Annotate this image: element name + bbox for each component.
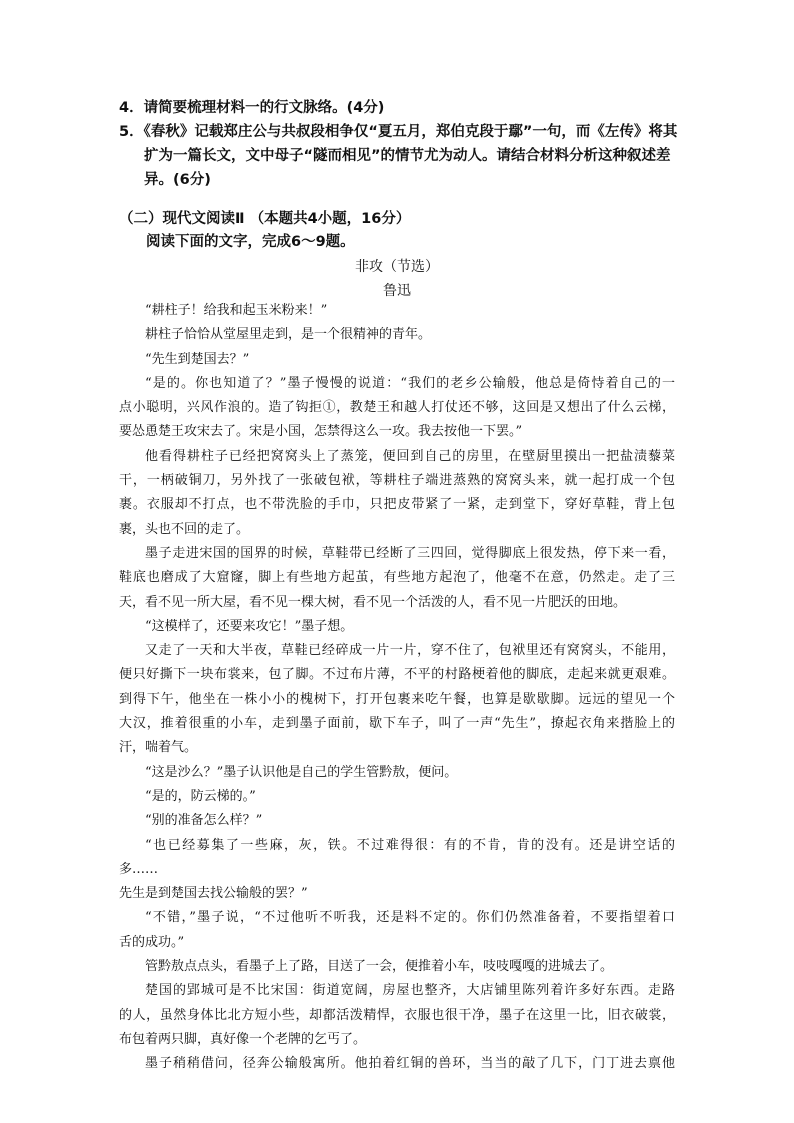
body-line: 便只好撕下一块布裳来，包了脚。不过布片薄，不平的村路梗着他的脚底，走起来就更艰难。: [119, 667, 675, 683]
body-line: 管黔敖点点头，看墨子上了路，目送了一会，便推着小车，吱吱嘎嘎的进城去了。: [145, 959, 614, 975]
body-line: 汗，喘着气。: [119, 740, 198, 756]
body-line: 墨子走进宋国的国界的时候，草鞋带已经断了三四回，觉得脚底上很发热，停下来一看，: [145, 545, 675, 561]
body-line: 先生是到楚国去找公输般的罢？”: [119, 886, 308, 902]
body-line: “是的，防云梯的。”: [145, 788, 256, 804]
body-line: 又走了一天和大半夜，草鞋已经碎成一片一片，穿不住了，包袱里还有窝窝头，不能用，: [145, 643, 675, 659]
body-line: 裹，头也不回的走了。: [119, 521, 250, 537]
question-4: [119, 96, 384, 120]
body-line: 楚国的郢城可是不比宋国：街道宽阔，房屋也整齐，大店铺里陈列着许多好东西。走路: [145, 983, 675, 999]
question-4-text: 4．请简要梳理材料一的行文脉络。(4分): [119, 100, 385, 116]
body-line: “是的。你也知道了？”墨子慢慢的说道：“我们的老乡公输般，他总是倚恃着自己的一: [145, 375, 675, 391]
body-line: 墨子稍稍借问，径奔公输般寓所。他拍着红铜的兽环，当当的敲了几下，门丁进去禀他: [145, 1056, 675, 1072]
body-line: 耕柱子恰恰从堂屋里走到，是一个很精神的青年。: [145, 327, 432, 343]
body-line: 鞋底也磨成了大窟窿，脚上有些地方起茧，有些地方起泡了，他毫不在意，仍然走。走了三: [119, 570, 675, 586]
body-line: 点小聪明，兴风作浪的。造了钩拒①，教楚王和越人打仗还不够，这回是又想出了什么云梯，: [119, 400, 675, 416]
body-line: 干，一柄破铜刀，另外找了一张破包袱，等耕柱子端进蒸熟的窝窝头来，就一起打成一个包: [119, 473, 675, 489]
section-heading: [119, 208, 410, 230]
question-5-line-3: 异。(6分): [144, 172, 211, 188]
section-title: （二）现代文阅读Ⅱ （本题共4小题，16分）: [119, 211, 411, 227]
body-line: 裹。衣服却不打点，也不带洗脸的手巾，只把皮带紧了一紧，走到堂下，穿好草鞋，背上包: [119, 497, 675, 513]
body-line: 布包着两只脚，真好像一个老牌的乞丐了。: [119, 1031, 367, 1047]
article-body: [119, 299, 675, 1077]
body-line: 舌的成功。”: [119, 934, 185, 950]
body-line: “先生到楚国去？”: [145, 351, 250, 367]
body-line: “别的准备怎么样？”: [145, 813, 263, 829]
article-title: 非攻（节选）: [355, 259, 439, 275]
body-line: “这模样了，还要来攻它！”墨子想。: [145, 618, 354, 634]
body-line: “耕柱子！给我和起玉米粉来！”: [145, 303, 328, 318]
body-line: 他看得耕柱子已经把窝窝头上了蒸笼，便回到自己的房里，在壁厨里摸出一把盐渍藜菜: [145, 448, 675, 464]
body-line: 天，看不见一所大屋，看不见一棵大树，看不见一个活泼的人，看不见一片肥沃的田地。: [119, 594, 627, 610]
body-line: 的人，虽然身体比北方短小些，却都活泼精悍，衣服也很干净，墨子在这里一比，旧衣破裳，: [119, 1007, 675, 1023]
section-instruction: [146, 231, 355, 253]
body-line: “也已经募集了一些麻，灰，铁。不过难得很：有的不肯，肯的没有。还是讲空话的: [145, 837, 675, 853]
body-line: 多……: [119, 861, 159, 877]
body-line: “这是沙么？”墨子认识他是自己的学生管黔敖，便问。: [145, 764, 458, 780]
body-line: 大汉，推着很重的小车，走到墨子面前，歇下车子，叫了一声“先生”，撩起衣角来揩脸上的: [119, 716, 675, 732]
body-line: 到得下午，他坐在一株小小的槐树下，打开包裹来吃午餐，也算是歇歇脚。远远的望见一个: [119, 691, 675, 707]
instruction-text: 阅读下面的文字，完成6～9题。: [146, 234, 355, 250]
question-5-line-2: 扩为一篇长文，文中母子“隧而相见”的情节尤为动人。请结合材料分析这种叙述差: [144, 148, 671, 164]
body-line: 要怂恿楚王攻宋去了。宋是小国，怎禁得这么一攻。我去按他一下罢。”: [119, 424, 523, 440]
question-5-line-1: 5．《春秋》记载郑庄公与共叔段相争仅“夏五月，郑伯克段于鄢”一句，而《左传》将其: [119, 124, 678, 140]
article-author: 鲁迅: [383, 283, 411, 299]
body-line: “不错，”墨子说，“不过他听不听我，还是料不定的。你们仍然准备着，不要指望着口: [145, 910, 675, 926]
question-5: [119, 120, 679, 192]
